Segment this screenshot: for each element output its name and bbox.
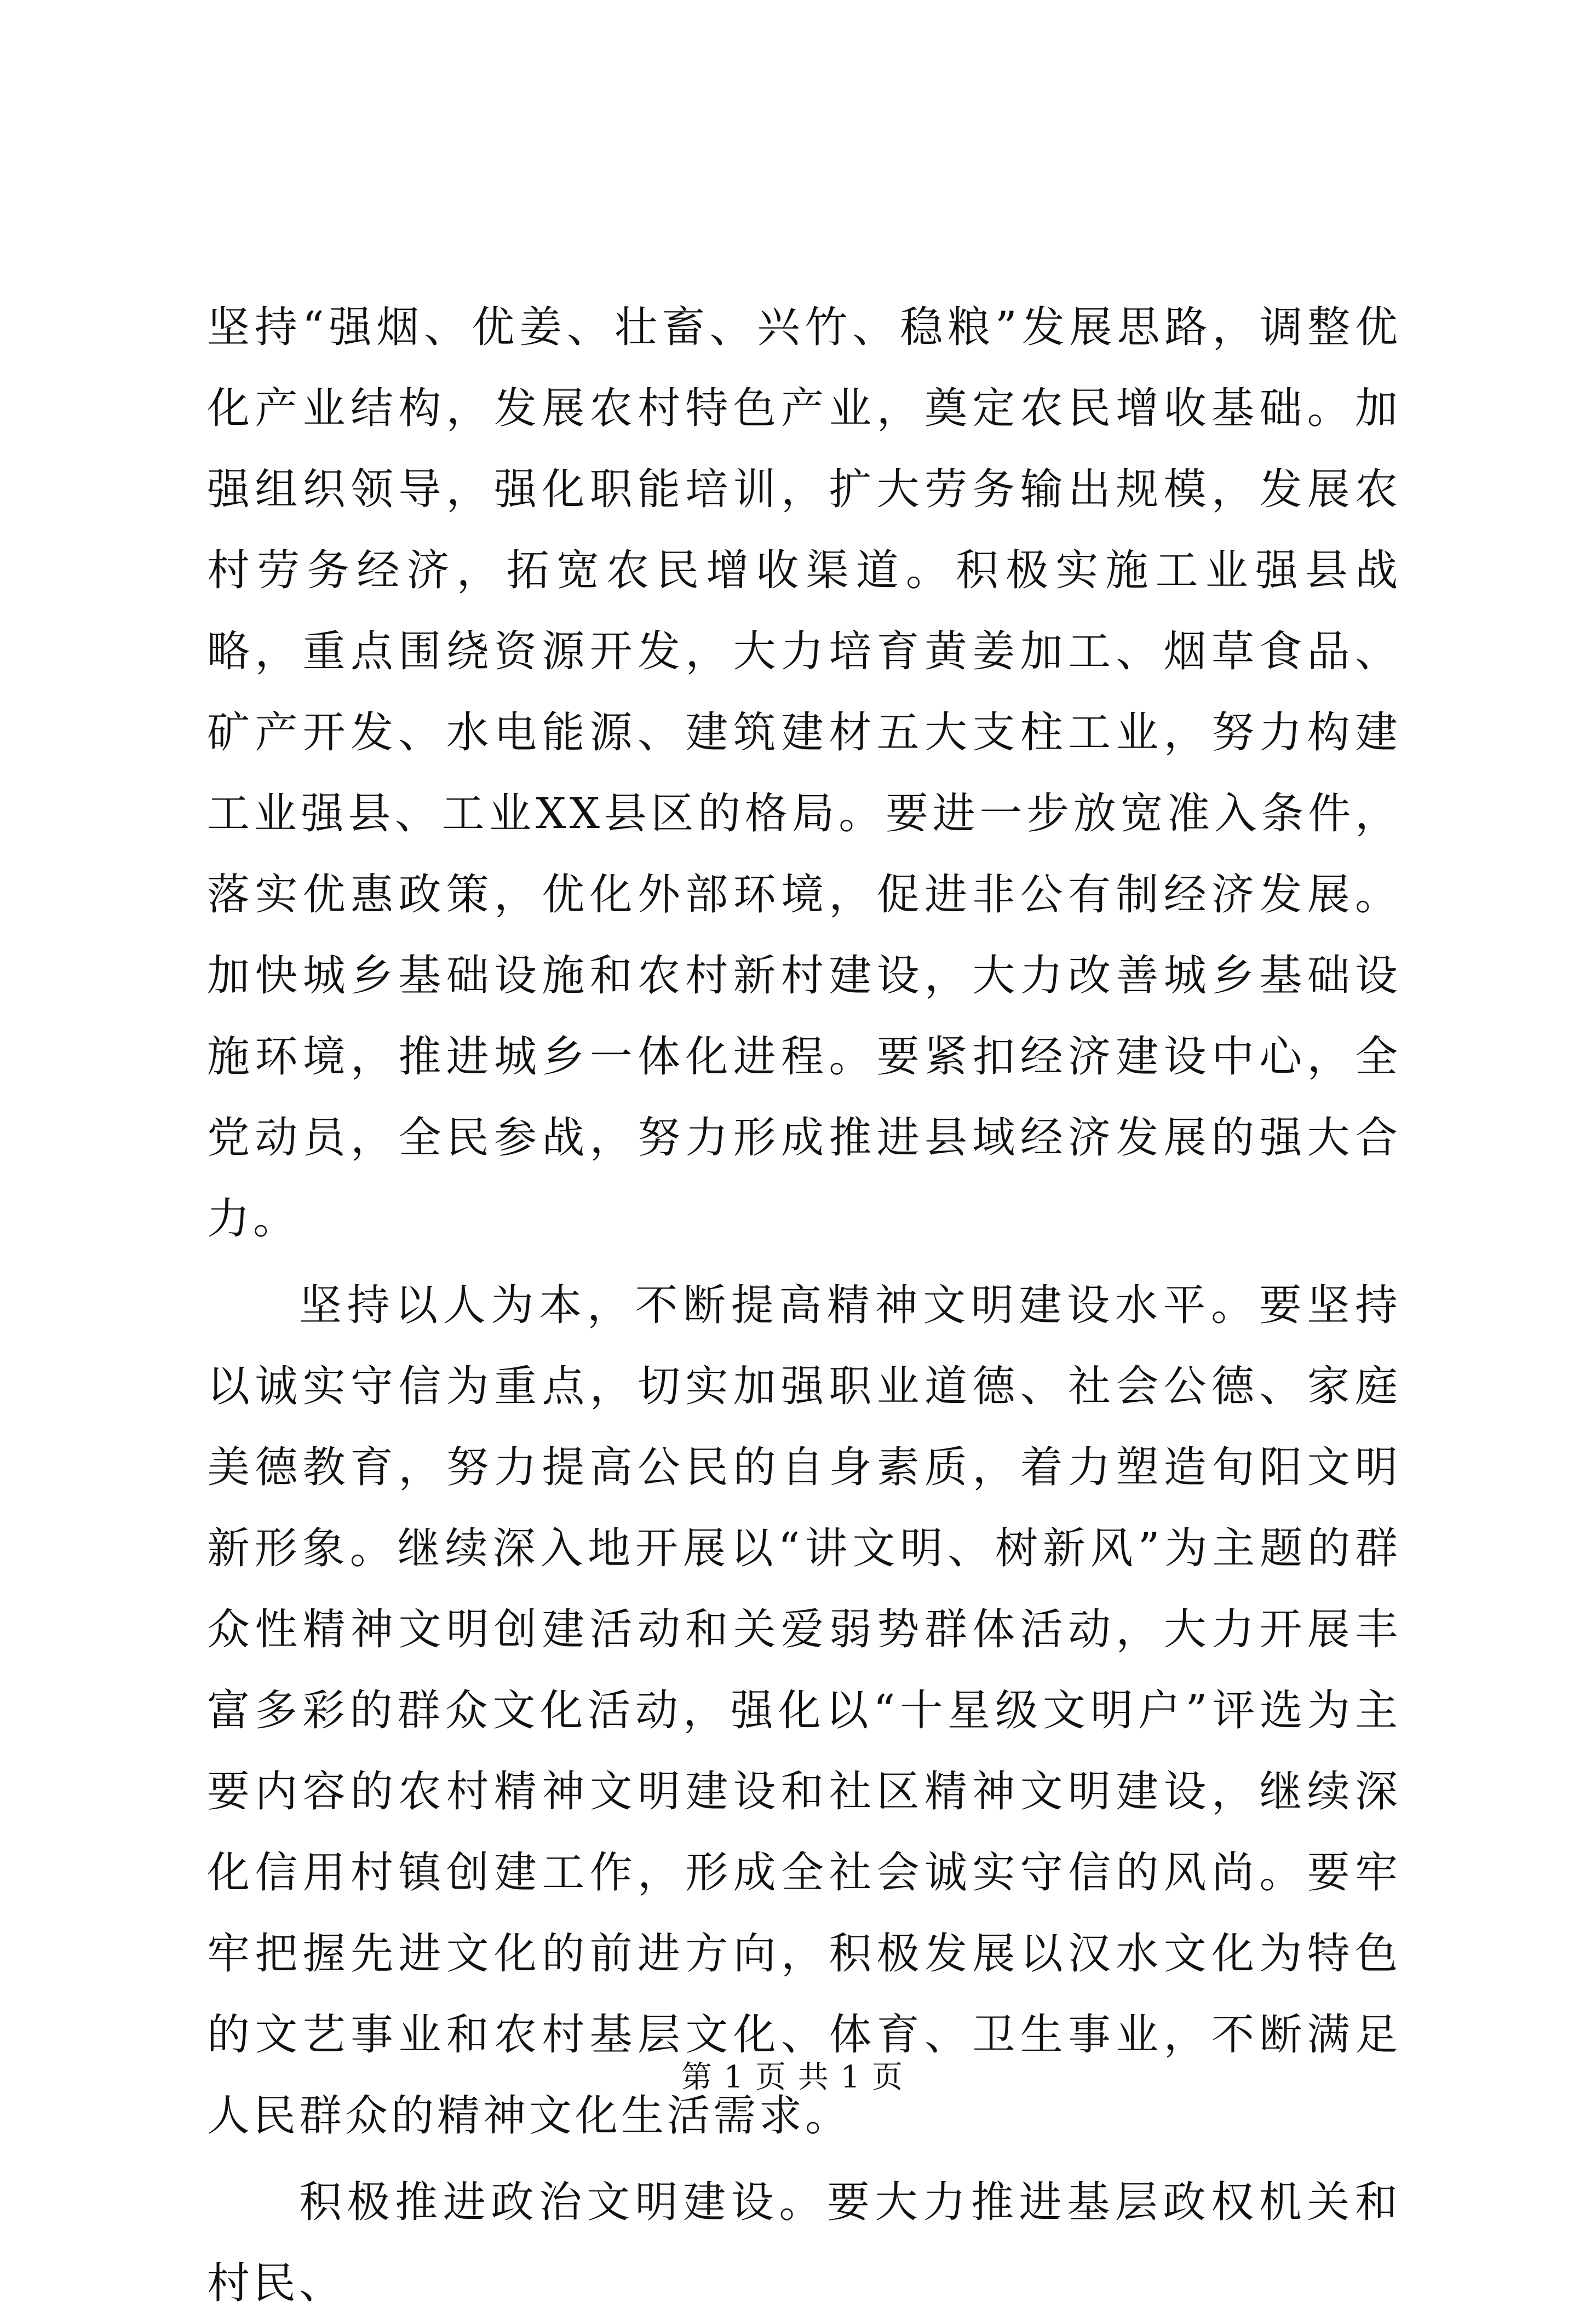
document-body	[207, 287, 1401, 2324]
paragraph-political-civilization: 积极推进政治文明建设。要大力推进基层政权机关和村民、	[207, 2178, 1401, 2308]
paragraph-economy: 坚持“强烟、优姜、壮畜、兴竹、稳粮”发展思路，调整优化产业结构，发展农村特色产业，奠定农民增收基础。加强组织领导，强化职能培训，扩大劳务输出规模，发展农村劳务经济，拓宽农民增收渠道。积极实施工业强县战略，重点围绕资源开发，大力培育黄姜加工、烟草食品、矿产开发、水电能源、建筑建材五大支柱工业，努力构建工业强县、工业XX县区的格局。要进一步放宽准入条件，落实优惠政策，优化外部环境，促进非公有制经济发展。加快城乡基础设施和农村新村建设，大力改善城乡基础设施环境，推进城乡一体化进程。要紧扣经济建设中心，全党动员，全民参战，努力形成推进县域经济发展的强大合力。	[207, 303, 1401, 1244]
page-footer: 第 1 页 共 1 页	[681, 2060, 904, 2095]
paragraph-spiritual-civilization: 坚持以人为本，不断提高精神文明建设水平。要坚持以诚实守信为重点，切实加强职业道德、社会公德、家庭美德教育，努力提高公民的自身素质，着力塑造旬阳文明新形象。继续深入地开展以“讲文明、树新风”为主题的群众性精神文明创建活动和关爱弱势群体活动，大力开展丰富多彩的群众文化活动，强化以“十星级文明户”评选为主要内容的农村精神文明建设和社区精神文明建设，继续深化信用村镇创建工作，形成全社会诚实守信的风尚。要牢牢把握先进文化的前进方向，积极发展以汉水文化为特色的文艺事业和农村基层文化、体育、卫生事业，不断满足人民群众的精神文化生活需求。	[207, 1281, 1401, 2141]
